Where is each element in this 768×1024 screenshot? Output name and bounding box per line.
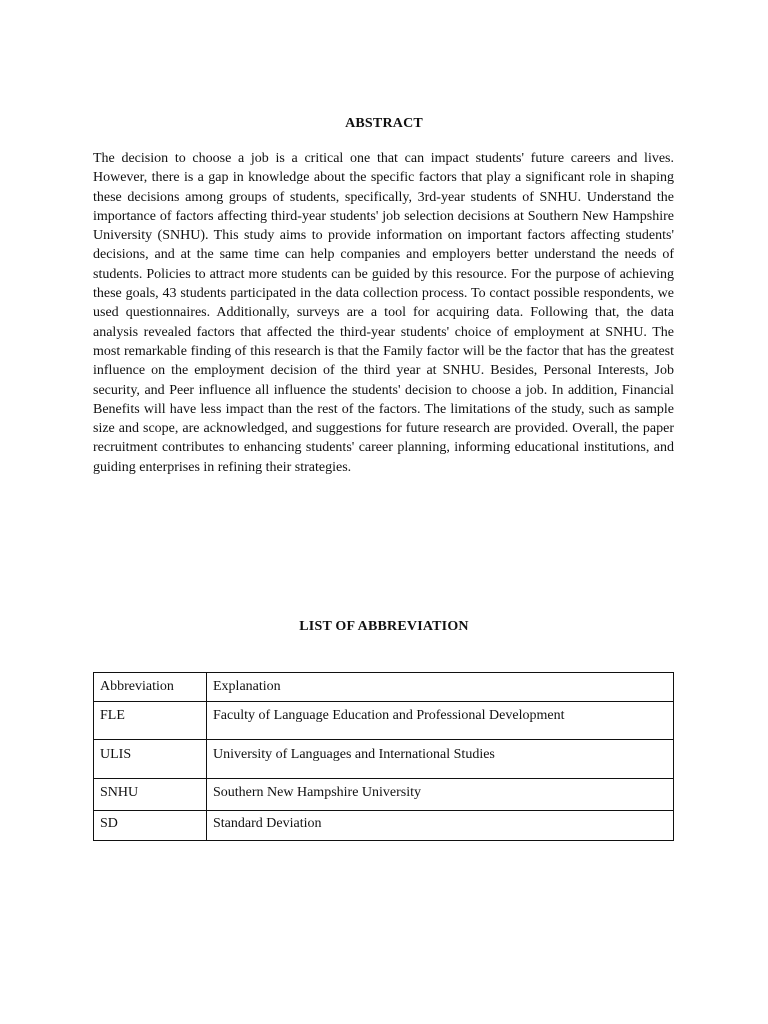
table-header-row bbox=[94, 673, 674, 702]
column-header-abbreviation: Abbreviation bbox=[94, 673, 207, 702]
abbreviation-cell: ULIS bbox=[94, 740, 207, 779]
table-row bbox=[94, 702, 674, 740]
table-row bbox=[94, 811, 674, 841]
explanation-cell: University of Languages and International Studies bbox=[207, 740, 674, 779]
abbreviation-cell: SNHU bbox=[94, 779, 207, 811]
table-row bbox=[94, 779, 674, 811]
explanation-cell: Faculty of Language Education and Professional Development bbox=[207, 702, 674, 740]
column-header-explanation: Explanation bbox=[207, 673, 674, 702]
abbreviation-cell: FLE bbox=[94, 702, 207, 740]
explanation-cell: Standard Deviation bbox=[207, 811, 674, 841]
abstract-paragraph: The decision to choose a job is a critical one that can impact students' future careers and lives. However, there is a gap in knowledge about the specific factors that play a significant role in shaping these decisions among groups of students, specifically, 3rd-year students of SNHU. Understand the importance of factors affecting third-year students' job selection decisions at Southern New Hampshire University (SNHU). This study aims to provide information on important factors affecting students' decisions, and at the same time can help companies and employers better understand the needs of students. Policies to attract more students can be guided by this resource. For the purpose of achieving these goals, 43 students participated in the data collection process. To contact possible respondents, we used questionnaires. Additionally, surveys are a tool for acquiring data. Following that, the data analysis revealed factors that affected the third-year students' choice of employment at SNHU. The most remarkable finding of this research is that the Family factor will be the factor that has the greatest influence on the employment decision of the third year at SNHU. Besides, Personal Interests, Job security, and Peer influence all influence the students' decision to choose a job. In addition, Financial Benefits will have less impact than the rest of the factors. The limitations of the study, such as sample size and scope, are acknowledged, and suggestions for future research are provided. Overall, the paper recruitment contributes to enhancing students' career planning, informing educational institutions, and guiding enterprises in refining their strategies. bbox=[93, 151, 674, 475]
abbreviation-list-heading: LIST OF ABBREVIATION bbox=[299, 619, 469, 634]
table-row bbox=[94, 740, 674, 779]
explanation-cell: Southern New Hampshire University bbox=[207, 779, 674, 811]
abstract-heading: ABSTRACT bbox=[345, 116, 423, 131]
abbreviation-cell: SD bbox=[94, 811, 207, 841]
abbreviation-table bbox=[93, 672, 674, 841]
